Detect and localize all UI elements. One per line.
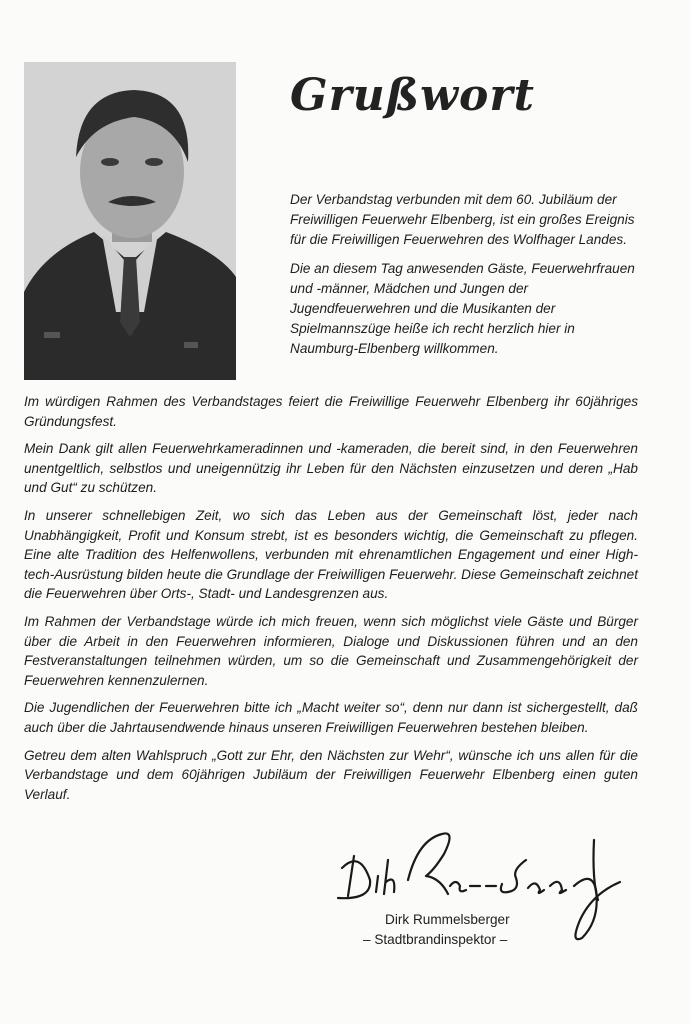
intro-paragraph: Der Verbandstag verbunden mit dem 60. Jubiläum der Freiwilligen Feuerwehr Elbenberg, ist ein großes Ereignis für die Freiwilligen Feuerwehren des Wolfhager Landes. <box>290 192 635 247</box>
body-paragraph: Mein Dank gilt allen Feuerwehrkameradinnen und -kameraden, die bereit sind, in den Feuerwehren unentgeltlich, selbstlos und uneigennützig ihr Leben für den Nächsten einzusetzen und deren „Hab und Gut“ zu schützen. <box>24 441 638 496</box>
body-paragraph: In unserer schnellebigen Zeit, wo sich das Leben aus der Gemeinschaft löst, jeder nach Unabhängigkeit, Profit und Konsum strebt, ist es besonders wichtig, die Gemeinschaft zu pflegen. Eine alte Tradition des Helfenwollens, verbunden mit ehrenamtlichen Engagement und einer High-tech-Ausrüstung bilden heute die Grundlage der Freiwilligen Feuerwehr. Diese Gemeinschaft zeichnet die Feuerwehren über Orts-, Stadt- und Landesgrenzen aus. <box>24 507 638 602</box>
body-paragraph: Die Jugendlichen der Feuerwehren bitte ich „Macht weiter so“, denn nur dann ist sichergestellt, daß auch über die Jahrtausendwende hinaus unseren Freiwilligen Feuerwehren bestehen bleiben. <box>24 700 638 735</box>
signer-name: Dirk Rummelsberger <box>385 912 510 927</box>
portrait-photo <box>24 62 236 380</box>
page-title: Grußwort <box>290 70 535 121</box>
body-paragraph: Im würdigen Rahmen des Verbandstages feiert die Freiwillige Feuerwehr Elbenberg ihr 60jähriges Gründungsfest. <box>24 394 638 429</box>
body-text <box>24 392 638 812</box>
intro-paragraph: Die an diesem Tag anwesenden Gäste, Feuerwehrfrauen und -männer, Mädchen und Jungen der Jugendfeuerwehren und die Musikanten der Spielmannszüge heiße ich recht herzlich hier in Naumburg-Elbenberg willkommen. <box>290 261 635 356</box>
body-paragraph: Getreu dem alten Wahlspruch „Gott zur Ehr, den Nächsten zur Wehr“, wünsche ich uns allen für die Verbandstage und dem 60jährigen Jubiläum der Freiwilligen Feuerwehr Elbenberg einen guten Verlauf. <box>24 747 638 802</box>
intro-text <box>290 190 635 368</box>
signer-role: – Stadtbrandinspektor – <box>363 932 508 947</box>
body-paragraph: Im Rahmen der Verbandstage würde ich mich freuen, wenn sich möglichst viele Gäste und Bürger über die Arbeit in den Feuerwehren informieren, Dialoge und Diskussionen führen und an den Festveranstaltungen teilnehmen würden, um so die Gemeinschaft und Zusammengehörigkeit der Feuerwehren kennenzulernen. <box>24 613 638 688</box>
